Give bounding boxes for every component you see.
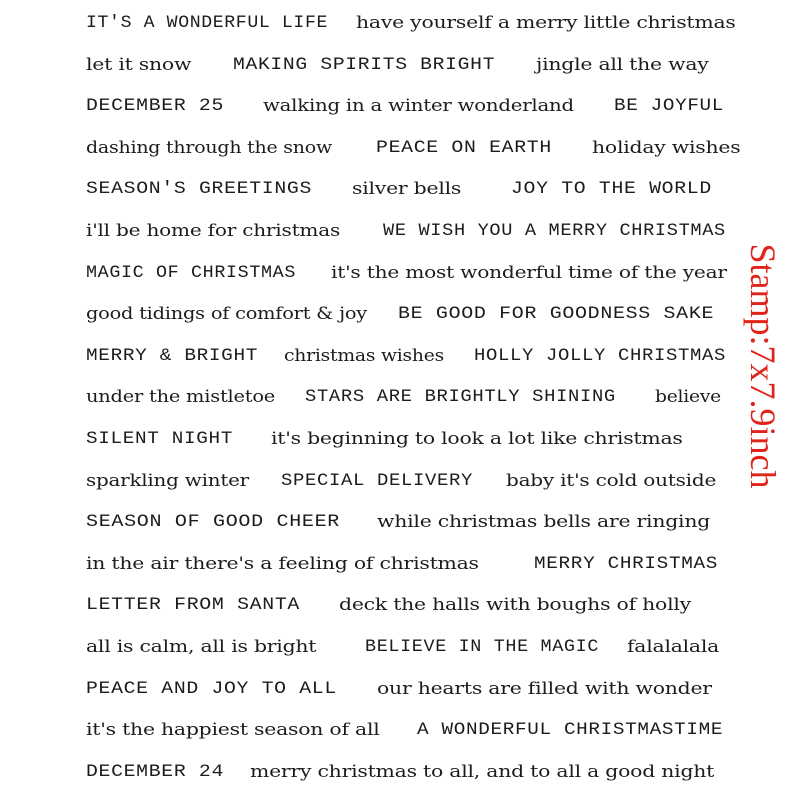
- phrase-caps: IT'S A WONDERFUL LIFE: [86, 13, 328, 33]
- phrase-script: i'll be home for christmas: [86, 221, 341, 241]
- phrase-script: holiday wishes: [592, 137, 741, 158]
- phrase-script: christmas wishes: [284, 345, 445, 366]
- phrase-script: it's beginning to look a lot like christmas: [271, 429, 683, 449]
- phrase-script: silver bells: [352, 179, 462, 200]
- phrase-caps: SPECIAL DELIVERY: [281, 470, 474, 491]
- phrase-caps: MAGIC OF CHRISTMAS: [86, 262, 297, 283]
- phrase-caps: BELIEVE IN THE MAGIC: [365, 637, 600, 657]
- phrase-caps: LETTER FROM SANTA: [86, 595, 301, 616]
- phrase-caps: PEACE ON EARTH: [376, 137, 552, 158]
- phrase-script: while christmas bells are ringing: [377, 512, 711, 533]
- phrase-script: baby it's cold outside: [506, 470, 717, 491]
- phrase-script: walking in a winter wonderland: [263, 96, 574, 117]
- phrase-script: good tidings of comfort & joy: [86, 304, 368, 325]
- phrase-script: sparkling winter: [86, 470, 249, 491]
- phrase-caps: DECEMBER 25: [86, 96, 225, 117]
- phrase-caps: STARS ARE BRIGHTLY SHINING: [305, 387, 616, 408]
- phrase-caps: WE WISH YOU A MERRY CHRISTMAS: [383, 221, 726, 241]
- phrase-caps: MERRY & BRIGHT: [86, 345, 259, 366]
- phrase-script: all is calm, all is bright: [86, 637, 317, 657]
- phrase-script: our hearts are filled with wonder: [377, 678, 712, 699]
- phrase-caps: SILENT NIGHT: [86, 429, 233, 449]
- phrase-caps: A WONDERFUL CHRISTMASTIME: [417, 720, 724, 741]
- phrase-caps: PEACE AND JOY TO ALL: [86, 678, 337, 699]
- phrase-script: falalalala: [627, 637, 720, 657]
- phrase-caps: SEASON'S GREETINGS: [86, 179, 313, 200]
- phrase-script: dashing through the snow: [86, 137, 332, 158]
- phrase-caps: MAKING SPIRITS BRIGHT: [233, 54, 496, 75]
- phrase-caps: JOY TO THE WORLD: [511, 179, 712, 200]
- phrase-script: in the air there's a feeling of christmas: [86, 553, 479, 574]
- phrase-script: have yourself a merry little christmas: [356, 13, 736, 33]
- phrase-caps: DECEMBER 24: [86, 761, 225, 782]
- phrase-caps: SEASON OF GOOD CHEER: [86, 512, 341, 533]
- phrase-caps: HOLLY JOLLY CHRISTMAS: [474, 345, 727, 366]
- phrase-script: let it snow: [86, 54, 192, 75]
- phrase-script: jingle all the way: [536, 54, 709, 75]
- phrase-caps: BE JOYFUL: [614, 96, 725, 117]
- phrase-script: believe: [655, 387, 721, 408]
- phrase-caps: BE GOOD FOR GOODNESS SAKE: [398, 304, 715, 325]
- phrase-script: under the mistletoe: [86, 387, 276, 408]
- size-label: Stamp:7x7.9inch: [743, 243, 783, 489]
- phrase-script: it's the most wonderful time of the year: [331, 262, 727, 283]
- phrase-script: merry christmas to all, and to all a good night: [250, 761, 715, 782]
- phrase-script: deck the halls with boughs of holly: [339, 595, 691, 616]
- phrase-caps: MERRY CHRISTMAS: [534, 553, 719, 574]
- phrase-script: it's the happiest season of all: [86, 720, 380, 741]
